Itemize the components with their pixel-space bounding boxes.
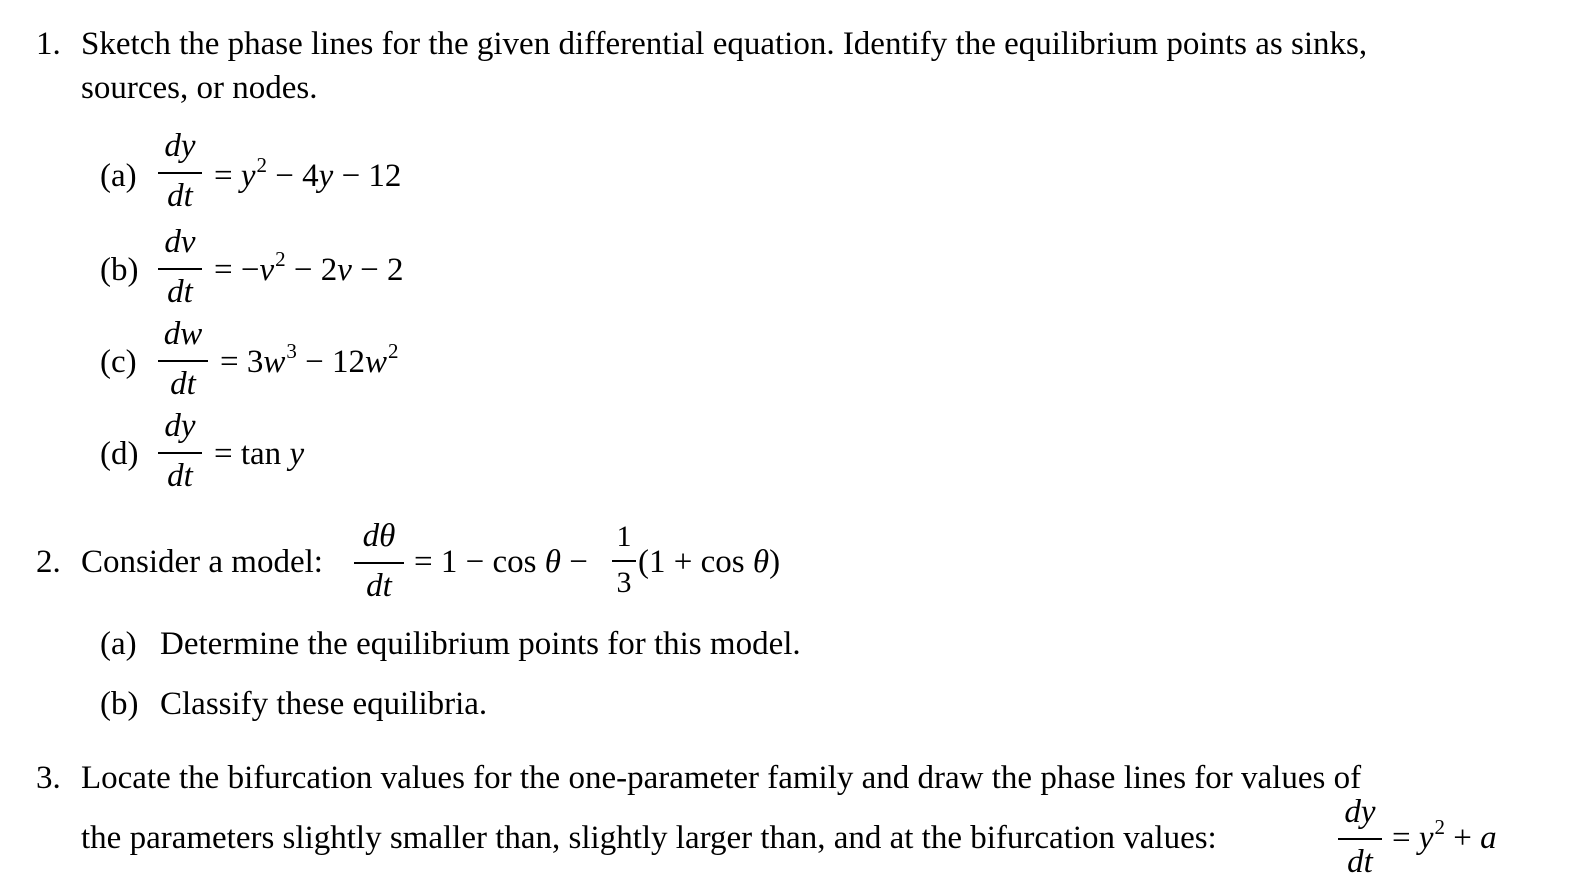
fraction-numerator: dw xyxy=(163,316,203,352)
derivative-fraction xyxy=(158,226,202,312)
problem-2a-label: (a) xyxy=(100,626,137,662)
derivative-fraction xyxy=(158,410,202,496)
problem-2b-text: Classify these equilibria. xyxy=(160,686,488,722)
fraction-bar xyxy=(158,172,202,174)
fraction-bar xyxy=(1338,838,1382,840)
equation-middle: = 1 − cos θ − xyxy=(414,544,588,580)
fraction-numerator: 1 xyxy=(616,520,632,553)
fraction-bar xyxy=(612,560,636,562)
problem-3-number: 3. xyxy=(36,760,61,796)
fraction-numerator: dy xyxy=(1344,794,1376,830)
equation-rhs: = $y^2 + a$ xyxy=(1392,815,1497,856)
derivative-fraction xyxy=(1338,796,1382,882)
derivative-fraction xyxy=(354,520,404,606)
fraction-numerator: dy xyxy=(164,408,196,444)
problem-2-intro: Consider a model: xyxy=(81,544,323,580)
fraction-denominator: dt xyxy=(167,178,193,214)
fraction-denominator: dt xyxy=(1347,844,1373,880)
part-label: (c) xyxy=(100,344,137,380)
derivative-fraction xyxy=(158,318,208,404)
fraction-denominator: 3 xyxy=(616,566,632,599)
problem-2a-text: Determine the equilibrium points for this model. xyxy=(160,626,801,662)
equation-rhs: = $-v^2 - 2v - 2$ xyxy=(214,247,404,288)
equation-tail: (1 + cos θ) xyxy=(638,544,781,580)
derivative-fraction xyxy=(158,130,202,216)
fraction-bar xyxy=(158,268,202,270)
problem-1-line-1: Sketch the phase lines for the given differential equation. Identify the equilibrium points as sinks, xyxy=(81,26,1368,62)
part-label: (a) xyxy=(100,158,137,194)
fraction-denominator: dt xyxy=(167,274,193,310)
one-third-fraction xyxy=(612,522,636,602)
fraction-numerator: dy xyxy=(164,128,196,164)
equation-rhs: = $y^2 - 4y - 12$ xyxy=(214,153,402,194)
problem-1-line-2: sources, or nodes. xyxy=(81,70,318,106)
fraction-bar xyxy=(354,562,404,564)
problem-2-number: 2. xyxy=(36,544,61,580)
fraction-denominator: dt xyxy=(170,366,196,402)
problem-2b-label: (b) xyxy=(100,686,139,722)
fraction-bar xyxy=(158,452,202,454)
fraction-numerator: dv xyxy=(164,224,196,260)
fraction-denominator: dt xyxy=(366,568,392,604)
part-label: (d) xyxy=(100,436,139,472)
fraction-numerator: dθ xyxy=(362,518,396,554)
part-label: (b) xyxy=(100,252,139,288)
equation-rhs: = $3w^3 - 12w^2$ xyxy=(220,339,399,380)
problem-3-line-1: Locate the bifurcation values for the one-parameter family and draw the phase lines for values of xyxy=(81,760,1362,796)
fraction-bar xyxy=(158,360,208,362)
problem-3-line-2: the parameters slightly smaller than, slightly larger than, and at the bifurcation values: xyxy=(81,820,1217,856)
fraction-denominator: dt xyxy=(167,458,193,494)
equation-rhs: = tan y xyxy=(214,436,305,472)
problem-1-number: 1. xyxy=(36,26,61,62)
